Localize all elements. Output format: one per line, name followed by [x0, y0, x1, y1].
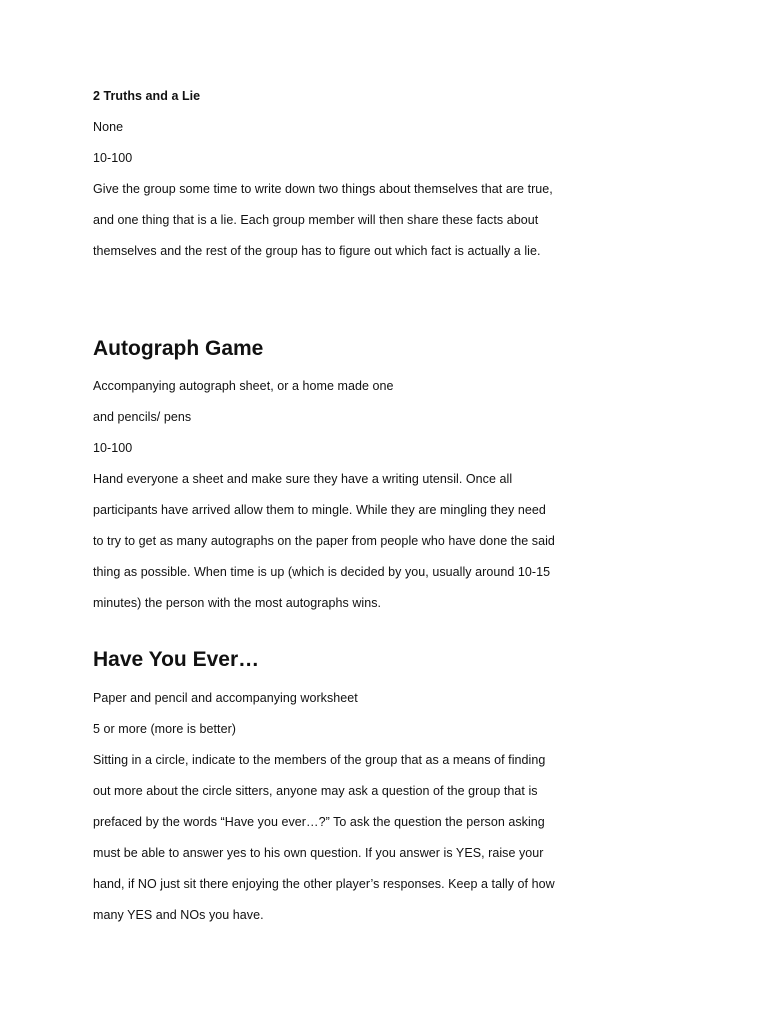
instruction-line: thing as possible. When time is up (which is decided by you, usually around 10-15	[93, 565, 551, 579]
section-heading-autograph-game: Autograph Game	[93, 337, 264, 360]
instruction-line: must be able to answer yes to his own question. If you answer is YES, raise your	[93, 846, 544, 860]
instruction-line: hand, if NO just sit there enjoying the other player’s responses. Keep a tally of how	[93, 877, 555, 891]
instruction-line: Sitting in a circle, indicate to the members of the group that as a means of finding	[93, 753, 546, 767]
instruction-line: minutes) the person with the most autographs wins.	[93, 596, 382, 610]
materials-line: Paper and pencil and accompanying worksheet	[93, 691, 358, 705]
instruction-line: to try to get as many autographs on the paper from people who have done the said	[93, 534, 555, 548]
instruction-line: prefaced by the words “Have you ever…?” To ask the question the person asking	[93, 815, 545, 829]
instruction-line: themselves and the rest of the group has to figure out which fact is actually a lie.	[93, 244, 541, 258]
instruction-line: Hand everyone a sheet and make sure they have a writing utensil. Once all	[93, 472, 513, 486]
materials-line: None	[93, 120, 124, 134]
instruction-line: Give the group some time to write down two things about themselves that are true,	[93, 182, 553, 196]
group-size-line: 5 or more (more is better)	[93, 722, 237, 736]
group-size-line: 10-100	[93, 151, 133, 165]
group-size-line: 10-100	[93, 441, 133, 455]
instruction-line: participants have arrived allow them to mingle. While they are mingling they need	[93, 503, 546, 517]
materials-line: Accompanying autograph sheet, or a home made one	[93, 379, 394, 393]
instruction-line: and one thing that is a lie. Each group member will then share these facts about	[93, 213, 539, 227]
instruction-line: many YES and NOs you have.	[93, 908, 264, 922]
materials-line: and pencils/ pens	[93, 410, 192, 424]
section-title-truths-and-lie: 2 Truths and a Lie	[93, 89, 201, 103]
section-heading-have-you-ever: Have You Ever…	[93, 648, 260, 671]
instruction-line: out more about the circle sitters, anyone may ask a question of the group that is	[93, 784, 538, 798]
